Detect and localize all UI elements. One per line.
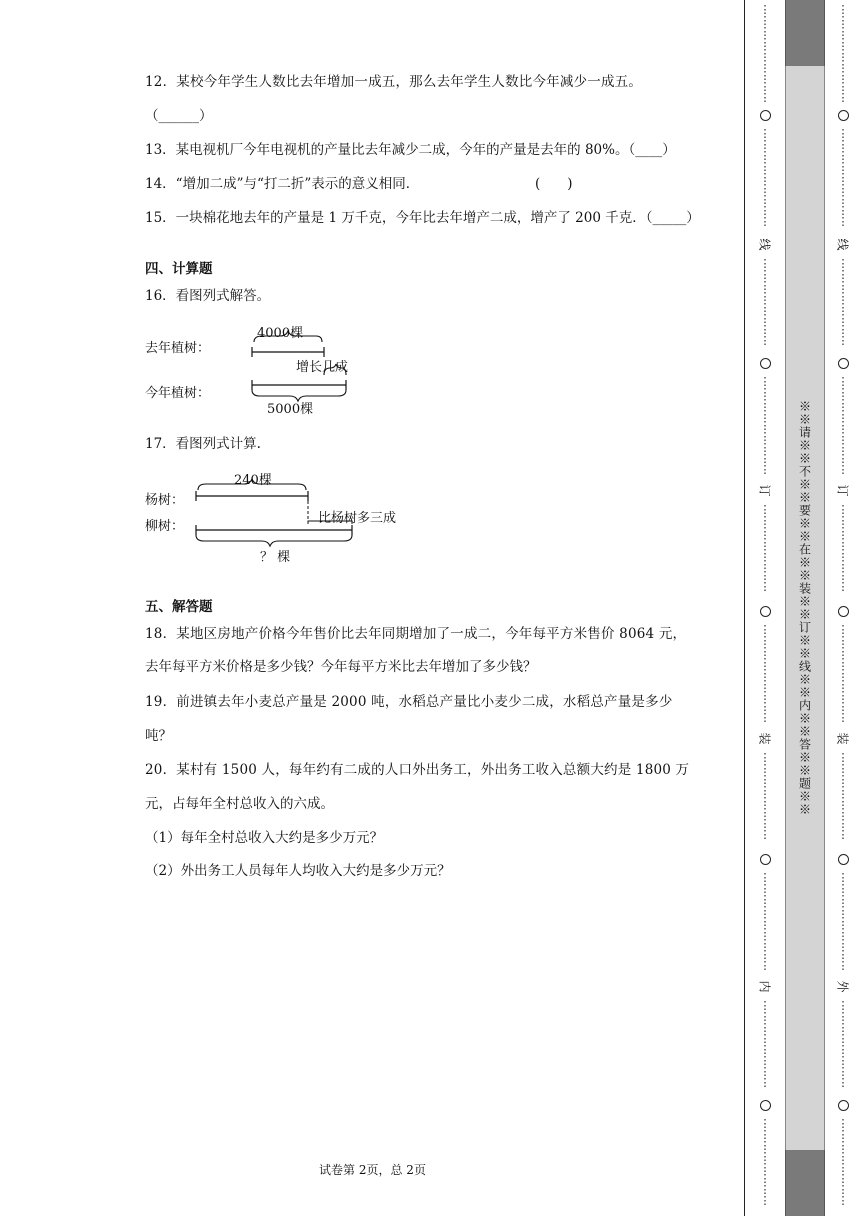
inner-dotted-line: ⋮ ⋮ ⋮ ⋮ ⋮ ⋮ ⋮ ⋮ bbox=[759, 752, 771, 841]
diagram2-drawing bbox=[190, 478, 370, 558]
section-4-heading: 四、计算题 bbox=[145, 261, 213, 277]
question-18-line2: 去年每平方米价格是多少钱？今年每平方米比去年增加了多少钱？ bbox=[145, 659, 537, 675]
question-20-sub2: （2）外出务工人员每年人均收入大约是多少万元？ bbox=[145, 863, 451, 879]
diagram2-top-value: 240棵 bbox=[234, 473, 272, 488]
outer-dotted-line: ⋮ ⋮ ⋮ ⋮ ⋮ ⋮ ⋮ ⋮ ⋮ bbox=[837, 4, 849, 104]
inner-dotted-line: ⋮ ⋮ ⋮ ⋮ ⋮ ⋮ ⋮ ⋮ bbox=[759, 504, 771, 593]
question-13: 13．某电视机厂今年电视机的产量比去年减少二成，今年的产量是去年的 80%。（____） bbox=[145, 142, 676, 158]
inner-circle-mark bbox=[760, 854, 771, 865]
inner-dotted-line: ⋮ ⋮ ⋮ ⋮ ⋮ ⋮ ⋮ ⋮ bbox=[759, 1118, 771, 1207]
inner-dotted-line: ⋮ ⋮ ⋮ ⋮ ⋮ ⋮ ⋮ ⋮ bbox=[759, 1000, 771, 1089]
diagram1-row2-label: 今年植树： bbox=[145, 386, 211, 401]
inner-dotted-line: ⋮ ⋮ ⋮ ⋮ ⋮ ⋮ ⋮ ⋮ ⋮ bbox=[759, 4, 771, 104]
outer-dotted-line: ⋮ ⋮ ⋮ ⋮ ⋮ ⋮ ⋮ ⋮ bbox=[837, 258, 849, 347]
binding-notice-text: ※※请※※不※※要※※在※※装※※订※※线※※内※※答※※题※※ bbox=[797, 400, 812, 816]
question-16: 16．看图列式解答。 bbox=[145, 288, 271, 304]
diagram1-row1-label: 去年植树： bbox=[145, 341, 211, 356]
diagram1-middle-label: 增长几成 bbox=[296, 360, 349, 375]
section-5-heading: 五、解答题 bbox=[145, 599, 213, 615]
outer-dotted-line: ⋮ ⋮ ⋮ ⋮ ⋮ ⋮ ⋮ ⋮ bbox=[837, 1000, 849, 1089]
question-14: 14．“增加二成”与“打二折”表示的意义相同． bbox=[145, 176, 420, 192]
inner-dotted-line: ⋮ ⋮ ⋮ ⋮ ⋮ ⋮ ⋮ ⋮ bbox=[759, 258, 771, 347]
binding-notice-column bbox=[785, 66, 825, 1150]
inner-dotted-line: ⋮ ⋮ ⋮ ⋮ ⋮ ⋮ ⋮ ⋮ ⋮ bbox=[759, 128, 771, 228]
question-17: 17．看图列式计算. bbox=[145, 436, 261, 452]
question-15: 15．一块棉花地去年的产量是 1 万千克，今年比去年增产二成，增产了 200 千克．（_____） bbox=[145, 210, 700, 226]
inner-circle-mark bbox=[760, 1100, 771, 1111]
inner-circle-mark bbox=[760, 110, 771, 121]
question-14-answer-blank: ( ) bbox=[535, 176, 573, 192]
outer-binding-char: 装 bbox=[835, 732, 850, 745]
question-19-line2: 吨？ bbox=[145, 728, 172, 744]
outer-dotted-line: ⋮ ⋮ ⋮ ⋮ ⋮ ⋮ ⋮ ⋮ bbox=[837, 504, 849, 593]
inner-circle-mark bbox=[760, 358, 771, 369]
question-12: 12．某校今年学生人数比去年增加一成五，那么去年学生人数比今年减少一成五。 bbox=[145, 74, 643, 90]
outer-circle-mark bbox=[838, 358, 849, 369]
outer-circle-mark bbox=[838, 854, 849, 865]
page-footer: 试卷第 2页，总 2页 bbox=[319, 1163, 426, 1177]
question-18-line1: 18．某地区房地产价格今年售价比去年同期增加了一成二，今年每平方米售价 8064 元， bbox=[145, 626, 687, 642]
question-20-line2: 元，占每年全村总收入的六成。 bbox=[145, 796, 334, 812]
binding-dark-block-top bbox=[785, 0, 825, 66]
question-20-sub1: （1）每年全村总收入大约是多少万元？ bbox=[145, 830, 384, 846]
outer-circle-mark bbox=[838, 606, 849, 617]
diagram1-top-value: 4000棵 bbox=[257, 326, 304, 341]
inner-circle-mark bbox=[760, 606, 771, 617]
inner-binding-char: 线 bbox=[757, 238, 772, 251]
outer-dotted-line: ⋮ ⋮ ⋮ ⋮ ⋮ ⋮ ⋮ ⋮ ⋮ bbox=[837, 872, 849, 972]
diagram2-bottom-value: ？ 棵 bbox=[260, 550, 291, 565]
diagram1-bottom-value: 5000棵 bbox=[267, 402, 314, 417]
outer-dotted-line: ⋮ ⋮ ⋮ ⋮ ⋮ ⋮ ⋮ ⋮ ⋮ bbox=[837, 376, 849, 476]
outer-dotted-line: ⋮ ⋮ ⋮ ⋮ ⋮ ⋮ ⋮ ⋮ bbox=[837, 752, 849, 841]
outer-binding-char: 线 bbox=[835, 238, 850, 251]
inner-binding-char: 装 bbox=[757, 732, 772, 745]
binding-dark-block-bottom bbox=[785, 1150, 825, 1216]
outer-dotted-line: ⋮ ⋮ ⋮ ⋮ ⋮ ⋮ ⋮ ⋮ ⋮ bbox=[837, 624, 849, 724]
question-19-line1: 19．前进镇去年小麦总产量是 2000 吨，水稻总产量比小麦少二成，水稻总产量是多少 bbox=[145, 694, 673, 710]
inner-binding-char: 内 bbox=[757, 980, 772, 993]
outer-dotted-line: ⋮ ⋮ ⋮ ⋮ ⋮ ⋮ ⋮ ⋮ bbox=[837, 1118, 849, 1207]
outer-binding-char: 订 bbox=[835, 484, 850, 497]
diagram2-side-label: 比杨树多三成 bbox=[318, 511, 397, 526]
inner-dotted-line: ⋮ ⋮ ⋮ ⋮ ⋮ ⋮ ⋮ ⋮ ⋮ bbox=[759, 872, 771, 972]
inner-binding-char: 订 bbox=[757, 484, 772, 497]
question-20-line1: 20．某村有 1500 人，每年约有二成的人口外出务工，外出务工收入总额大约是 1800 万 bbox=[145, 762, 690, 778]
inner-dotted-line: ⋮ ⋮ ⋮ ⋮ ⋮ ⋮ ⋮ ⋮ ⋮ bbox=[759, 376, 771, 476]
diagram1-drawing bbox=[240, 330, 380, 420]
question-12-answer-blank: （______） bbox=[145, 108, 213, 124]
outer-circle-mark bbox=[838, 110, 849, 121]
outer-circle-mark bbox=[838, 1100, 849, 1111]
outer-binding-char: 外 bbox=[835, 980, 850, 993]
diagram2-row2-label: 柳树： bbox=[145, 519, 185, 534]
binding-border-line bbox=[744, 0, 745, 1216]
inner-dotted-line: ⋮ ⋮ ⋮ ⋮ ⋮ ⋮ ⋮ ⋮ ⋮ bbox=[759, 624, 771, 724]
outer-dotted-line: ⋮ ⋮ ⋮ ⋮ ⋮ ⋮ ⋮ ⋮ ⋮ bbox=[837, 128, 849, 228]
diagram2-row1-label: 杨树： bbox=[145, 493, 185, 508]
